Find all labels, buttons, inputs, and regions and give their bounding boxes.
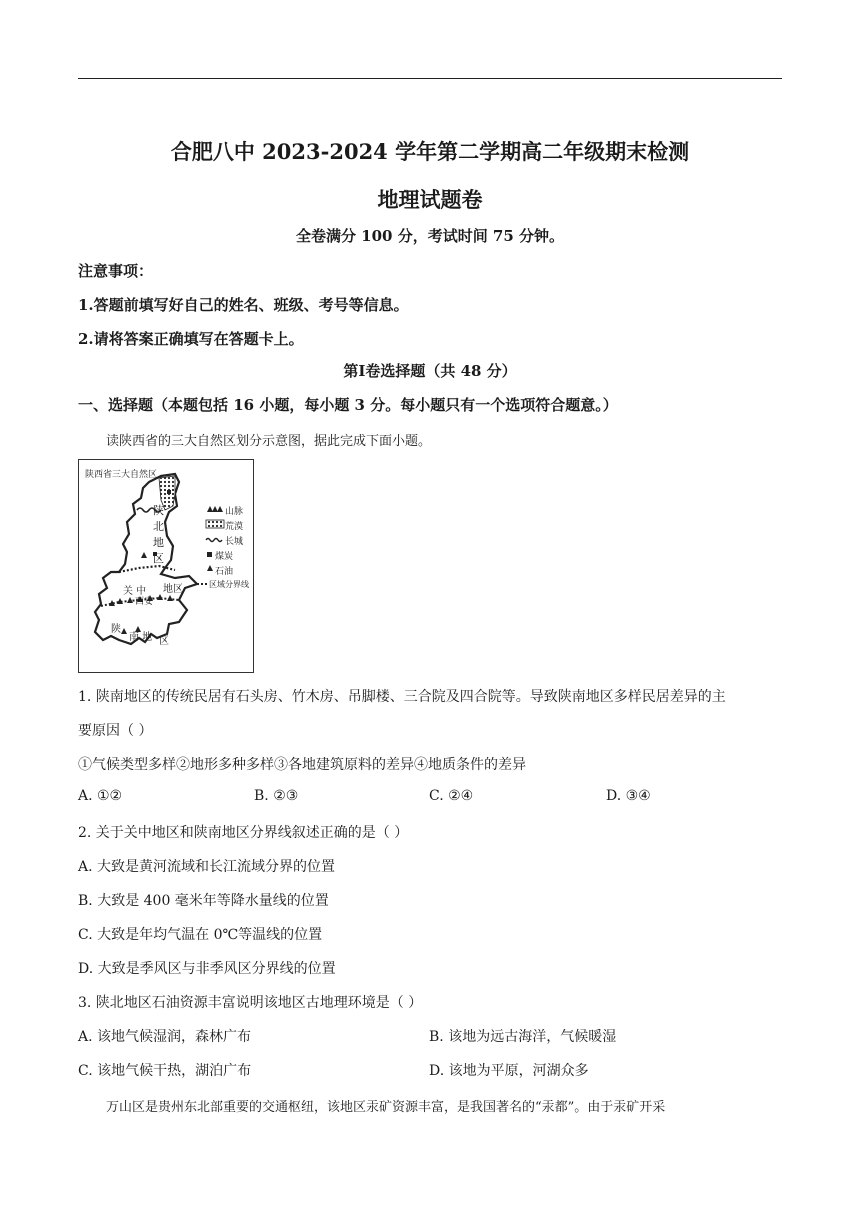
map-label-south: 陕 (111, 624, 121, 635)
answer-option: C. ②④ (429, 788, 474, 804)
intro-text: 读陕西省的三大自然区划分示意图，据此完成下面小题。 (106, 434, 432, 449)
province-outline (95, 474, 197, 644)
answer-option: B. ②③ (254, 788, 299, 804)
question-2-stem: 2. 关于关中地区和陕南地区分界线叙述正确的是（ ） (78, 825, 409, 841)
legend-label: 荒漠 (225, 522, 244, 532)
exam-title: 合肥八中 2023-2024 学年第二学期高二年级期末检测 (170, 139, 690, 164)
coal-symbol (167, 490, 171, 494)
map-label-north: 北 (153, 520, 164, 533)
note-item: 2.请将答案正确填写在答题卡上。 (78, 330, 304, 348)
oil-symbol (141, 552, 147, 558)
answer-option: D. 大致是季风区与非季风区分界线的位置 (78, 961, 336, 977)
header-rule (78, 78, 782, 79)
legend-label: 长城 (225, 537, 244, 547)
map-label-central: 关 中 (123, 586, 147, 597)
legend-label: 石油 (215, 567, 234, 577)
legend-label: 煤炭 (215, 552, 234, 562)
part-title: 第Ⅰ卷选择题（共 48 分） (343, 362, 517, 380)
map-label-north: 区 (153, 552, 164, 565)
answer-option: D. ③④ (606, 788, 651, 804)
map-label-city: 西安 (135, 597, 154, 607)
answer-option: A. ①② (78, 788, 123, 804)
note-item: 1.答题前填写好自己的姓名、班级、考号等信息。 (78, 296, 409, 314)
answer-option: A. 该地气候湿润，森林广布 (78, 1029, 252, 1045)
next-passage-text: 万山区是贵州东北部重要的交通枢纽，该地区汞矿资源丰富，是我国著名的“汞都”。由于汞矿开采 (106, 1100, 666, 1115)
question-1-statements: ①气候类型多样②地形多种多样③各地建筑原料的差异④地质条件的差异 (78, 757, 526, 773)
map-label-central: 地区 (163, 584, 183, 595)
answer-option: A. 大致是黄河流域和长江流域分界的位置 (78, 859, 336, 875)
score-info: 全卷满分 100 分，考试时间 75 分钟。 (295, 227, 565, 245)
answer-option: C. 该地气候干热，湖泊广布 (78, 1063, 252, 1079)
question-3-stem: 3. 陕北地区石油资源丰富说明该地区古地理环境是（ ） (78, 995, 423, 1011)
legend-label: 山脉 (225, 507, 244, 517)
question-1-stem: 1. 陕南地区的传统民居有石头房、竹木房、吊脚楼、三合院及四合院等。导致陕南地区多样民居差异的主 (78, 689, 726, 705)
shaanxi-regions-map (78, 459, 254, 673)
question-1-stem: 要原因（ ） (78, 723, 153, 739)
map-label-north: 地 (153, 536, 164, 549)
answer-option: B. 大致是 400 毫米年等降水量线的位置 (78, 893, 329, 909)
region-boundary-north (119, 566, 175, 572)
legend-label: 区域分界线 (209, 580, 249, 589)
exam-subtitle: 地理试题卷 (377, 187, 483, 212)
map-label-south: 南 地 (129, 632, 153, 643)
answer-option: B. 该地为远古海洋，气候暖湿 (429, 1029, 617, 1045)
map-title: 陕西省三大自然区 (85, 470, 158, 480)
notes-heading: 注意事项： (78, 262, 154, 280)
map-label-south: 区 (159, 636, 169, 647)
map-label-north: 陕 (153, 504, 164, 517)
answer-option: C. 大致是年均气温在 0℃等温线的位置 (78, 927, 323, 943)
answer-option: D. 该地为平原，河湖众多 (429, 1063, 589, 1079)
section-heading: 一、选择题（本题包括 16 小题，每小题 3 分。每小题只有一个选项符合题意。） (78, 396, 618, 414)
